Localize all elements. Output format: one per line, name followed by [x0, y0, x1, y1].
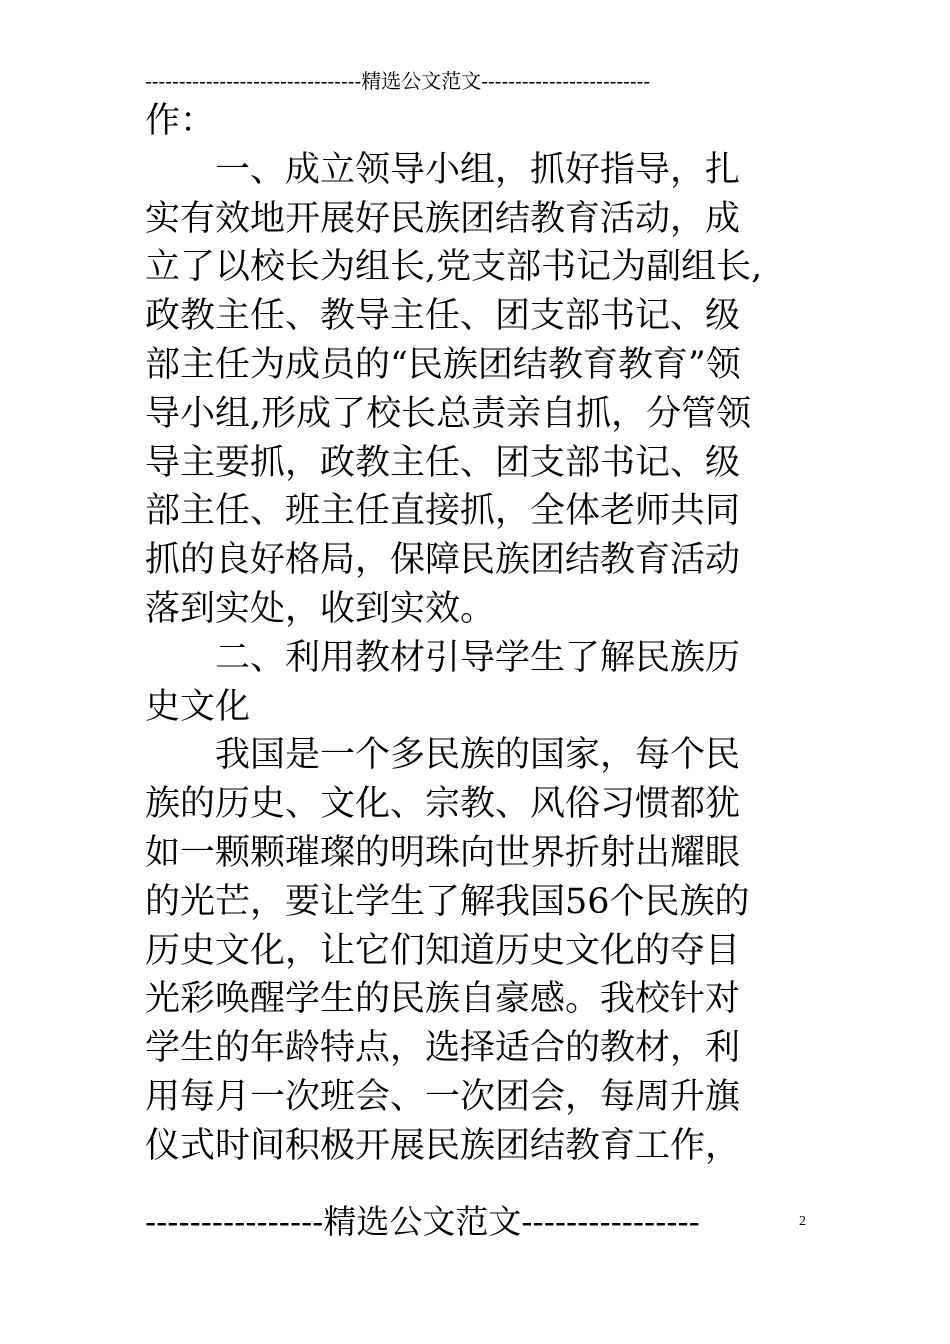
text-line: 仪式时间积极开展民族团结教育工作， — [145, 1125, 741, 1166]
text-line: 落到实处，收到实效。 — [145, 588, 496, 629]
page-header: --------------------------------精选公文范文------------------------- — [145, 69, 651, 93]
text-line: 史文化 — [145, 686, 251, 727]
page-footer: ----------------精选公文范文---------------- — [145, 1202, 700, 1241]
text-line: 二、利用教材引导学生了解民族历 — [145, 637, 741, 678]
text-line: 部主任、班主任直接抓，全体老师共同 — [145, 491, 741, 532]
body-text — [145, 97, 813, 1171]
text-line: 政教主任、教导主任、团支部书记、级 — [145, 296, 741, 337]
text-line: 族的历史、文化、宗教、风俗习惯都犹 — [145, 784, 741, 825]
text-line: 立了以校长为组长,党支部书记为副组长, — [145, 247, 763, 288]
text-line: 我国是一个多民族的国家，每个民 — [145, 735, 741, 776]
text-line: 一、成立领导小组，抓好指导，扎 — [145, 149, 741, 190]
text-line: 导主要抓，政教主任、团支部书记、级 — [145, 442, 741, 483]
text-line: 如一颗颗璀璨的明珠向世界折射出耀眼 — [145, 832, 741, 873]
text-line: 光彩唤醒学生的民族自豪感。我校针对 — [145, 979, 741, 1020]
text-line: 用每月一次班会、一次团会，每周升旗 — [145, 1076, 741, 1117]
text-line: 作： — [145, 101, 216, 141]
text-line: 的光芒，要让学生了解我国56个民族的 — [145, 881, 750, 922]
text-line: 历史文化，让它们知道历史文化的夺目 — [145, 930, 741, 971]
text-line: 导小组,形成了校长总责亲自抓，分管领 — [145, 393, 752, 434]
text-line: 学生的年龄特点，选择适合的教材，利 — [145, 1028, 741, 1069]
text-line: 部主任为成员的“民族团结教育教育”领 — [145, 344, 741, 385]
text-line: 实有效地开展好民族团结教育活动，成 — [145, 198, 741, 239]
text-line: 抓的良好格局，保障民族团结教育活动 — [145, 540, 741, 581]
page-number: 2 — [799, 1214, 806, 1229]
